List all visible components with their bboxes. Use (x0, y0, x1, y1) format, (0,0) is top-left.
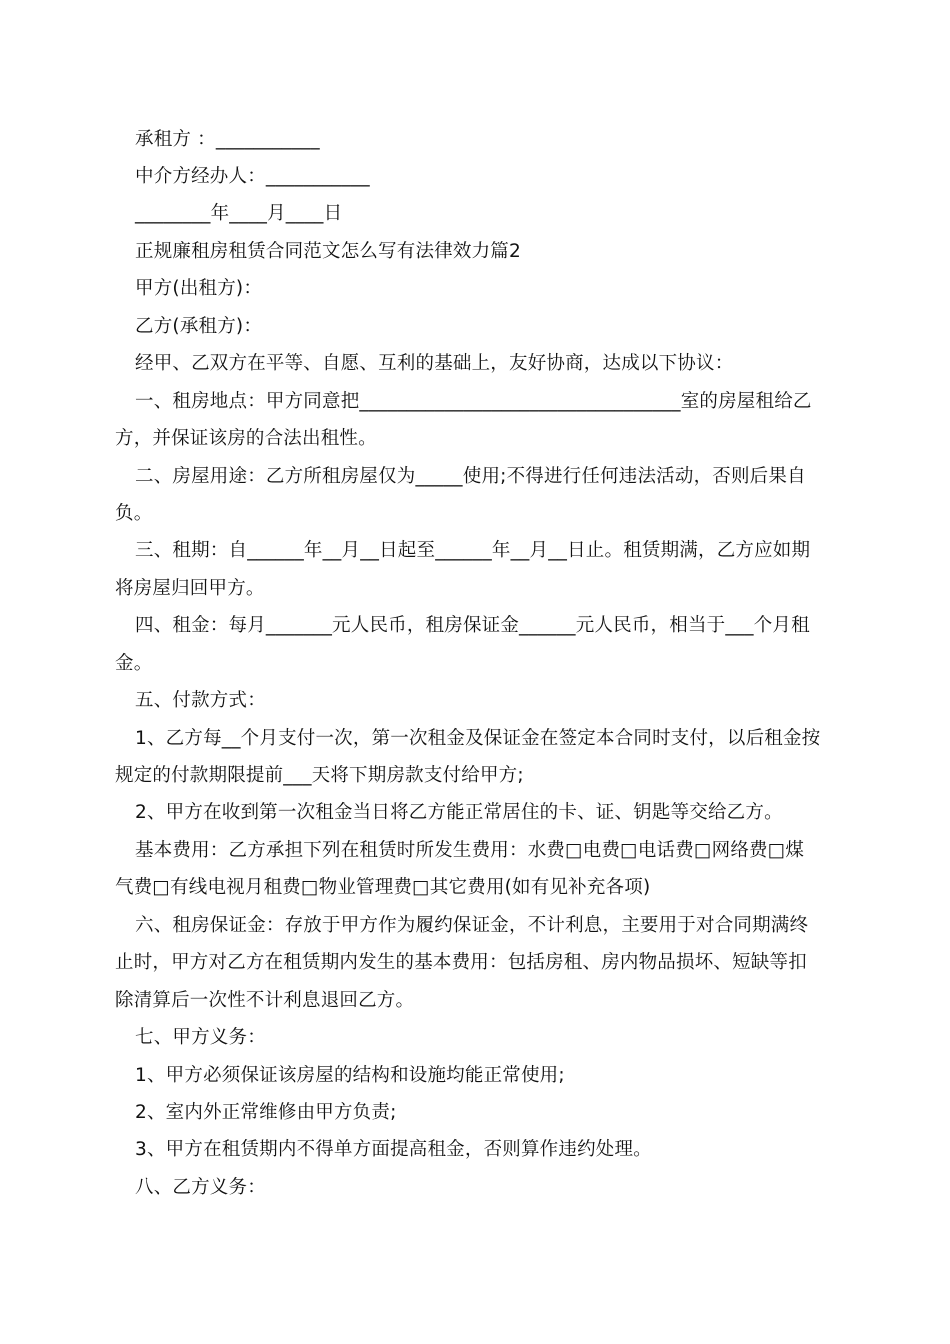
clause-3-line-1: 三、租期：自______年__月__日起至______年__月__日止。租赁期满，乙方应如期 (135, 540, 811, 561)
clause-5-item-1-line-1: 1、乙方每__个月支付一次，第一次租金及保证金在签定本合同时支付，以后租金按 (135, 728, 821, 749)
basic-fees-line-2: 气费□有线电视月租费□物业管理费□其它费用(如有见补充各项) (115, 877, 651, 898)
clause-2-line-1: 二、房屋用途：乙方所租房屋仅为_____使用;不得进行任何违法活动，否则后果自 (135, 466, 806, 487)
party-b-line: 乙方(承租方)： (135, 316, 263, 337)
basic-fees-line-1: 基本费用：乙方承担下列在租赁时所发生费用：水费□电费□电话费□网络费□煤 (135, 840, 805, 861)
clause-4-line-1: 四、租金：每月_______元人民币，租房保证金______元人民币，相当于___个月租 (135, 615, 810, 636)
party-a-line: 甲方(出租方)： (135, 278, 263, 299)
lessee-signature-line: 承租方 ：___________ (135, 129, 320, 150)
clause-7-item-3: 3、甲方在租赁期内不得单方面提高租金，否则算作违约处理。 (135, 1139, 652, 1160)
clause-5-item-1-line-2: 规定的付款期限提前___天将下期房款支付给甲方; (115, 765, 524, 786)
clause-6-line-2: 止时，甲方对乙方在租赁期内发生的基本费用：包括房租、房内物品损坏、短缺等扣 (115, 952, 807, 973)
clause-6-line-1: 六、租房保证金：存放于甲方作为履约保证金，不计利息，主要用于对合同期满终 (135, 915, 809, 936)
clause-2-line-2: 负。 (115, 503, 153, 524)
clause-7-item-1: 1、甲方必须保证该房屋的结构和设施均能正常使用; (135, 1065, 565, 1086)
clause-5-item-2: 2、甲方在收到第一次租金当日将乙方能正常居住的卡、证、钥匙等交给乙方。 (135, 802, 783, 823)
preamble-paragraph: 经甲、乙双方在平等、自愿、互利的基础上，友好协商，达成以下协议： (135, 353, 734, 374)
clause-1-line-1: 一、租房地点：甲方同意把__________________________________室的房屋租给乙 (135, 391, 812, 412)
clause-8-heading: 八、乙方义务： (135, 1177, 266, 1198)
agent-signature-line: 中介方经办人：___________ (135, 166, 370, 187)
clause-3-line-2: 将房屋归回甲方。 (115, 578, 265, 599)
clause-6-line-3: 除清算后一次性不计利息退回乙方。 (115, 990, 415, 1011)
clause-5-heading: 五、付款方式： (135, 690, 266, 711)
clause-4-line-2: 金。 (115, 653, 153, 674)
clause-7-item-2: 2、室内外正常维修由甲方负责; (135, 1102, 397, 1123)
section-title: 正规廉租房租赁合同范文怎么写有法律效力篇2 (135, 241, 521, 262)
date-line: ________年____月____日 (135, 203, 343, 224)
clause-7-heading: 七、甲方义务： (135, 1027, 266, 1048)
clause-1-line-2: 方，并保证该房的合法出租性。 (115, 428, 377, 449)
